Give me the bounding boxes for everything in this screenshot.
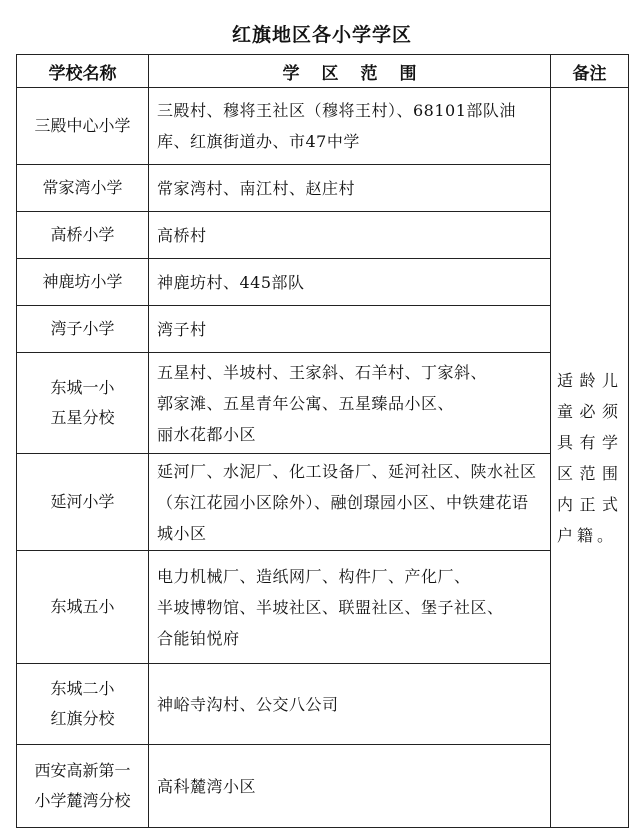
table-row: [17, 212, 629, 259]
page-title: 红旗地区各小学学区: [231, 24, 412, 46]
table-row: [17, 88, 629, 165]
header-school-name: 学校名称: [17, 55, 149, 88]
table-row: [17, 165, 629, 212]
table-row: [17, 306, 629, 353]
school-name-cell: 东城一小 五星分校: [17, 353, 149, 454]
school-district-table: [16, 54, 629, 828]
table-row: [17, 259, 629, 306]
header-note: 备注: [551, 55, 629, 88]
table-row: [17, 551, 629, 664]
school-name-cell: 常家湾小学: [17, 165, 149, 212]
school-name-cell: 东城五小: [17, 551, 149, 664]
table-row: [17, 745, 629, 828]
table-row: [17, 454, 629, 551]
table-row: [17, 353, 629, 454]
school-name-cell: 西安高新第一 小学麓湾分校: [17, 745, 149, 828]
school-name-cell: 湾子小学: [17, 306, 149, 353]
scope-cell: 电力机械厂、造纸网厂、构件厂、产化厂、 半坡博物馆、半坡社区、联盟社区、堡子社区、 合能铂悦府: [149, 551, 551, 664]
scope-cell: 常家湾村、南江村、赵庄村: [149, 165, 551, 212]
scope-cell: 神鹿坊村、445部队: [149, 259, 551, 306]
header-district-scope: 学区范围: [149, 55, 551, 88]
table-row: [17, 664, 629, 745]
scope-cell: 五星村、半坡村、王家斜、石羊村、丁家斜、 郭家滩、五星青年公寓、五星臻品小区、 丽水花都小区: [149, 353, 551, 454]
note-cell: 适龄儿童必须具有学区范围内正式户籍。: [551, 88, 629, 828]
scope-cell: 湾子村: [149, 306, 551, 353]
school-name-cell: 东城二小 红旗分校: [17, 664, 149, 745]
scope-cell: 神峪寺沟村、公交八公司: [149, 664, 551, 745]
school-name-cell: 高桥小学: [17, 212, 149, 259]
school-name-cell: 延河小学: [17, 454, 149, 551]
table-header-row: [17, 55, 629, 88]
scope-cell: 延河厂、水泥厂、化工设备厂、延河社区、陕水社区（东江花园小区除外）、融创璟园小区、中铁建花语城小区: [149, 454, 551, 551]
scope-cell: 高桥村: [149, 212, 551, 259]
school-name-cell: 神鹿坊小学: [17, 259, 149, 306]
scope-cell: 高科麓湾小区: [149, 745, 551, 828]
scope-cell: 三殿村、穆将王社区（穆将王村）、68101部队油库、红旗街道办、市47中学: [149, 88, 551, 165]
school-name-cell: 三殿中心小学: [17, 88, 149, 165]
